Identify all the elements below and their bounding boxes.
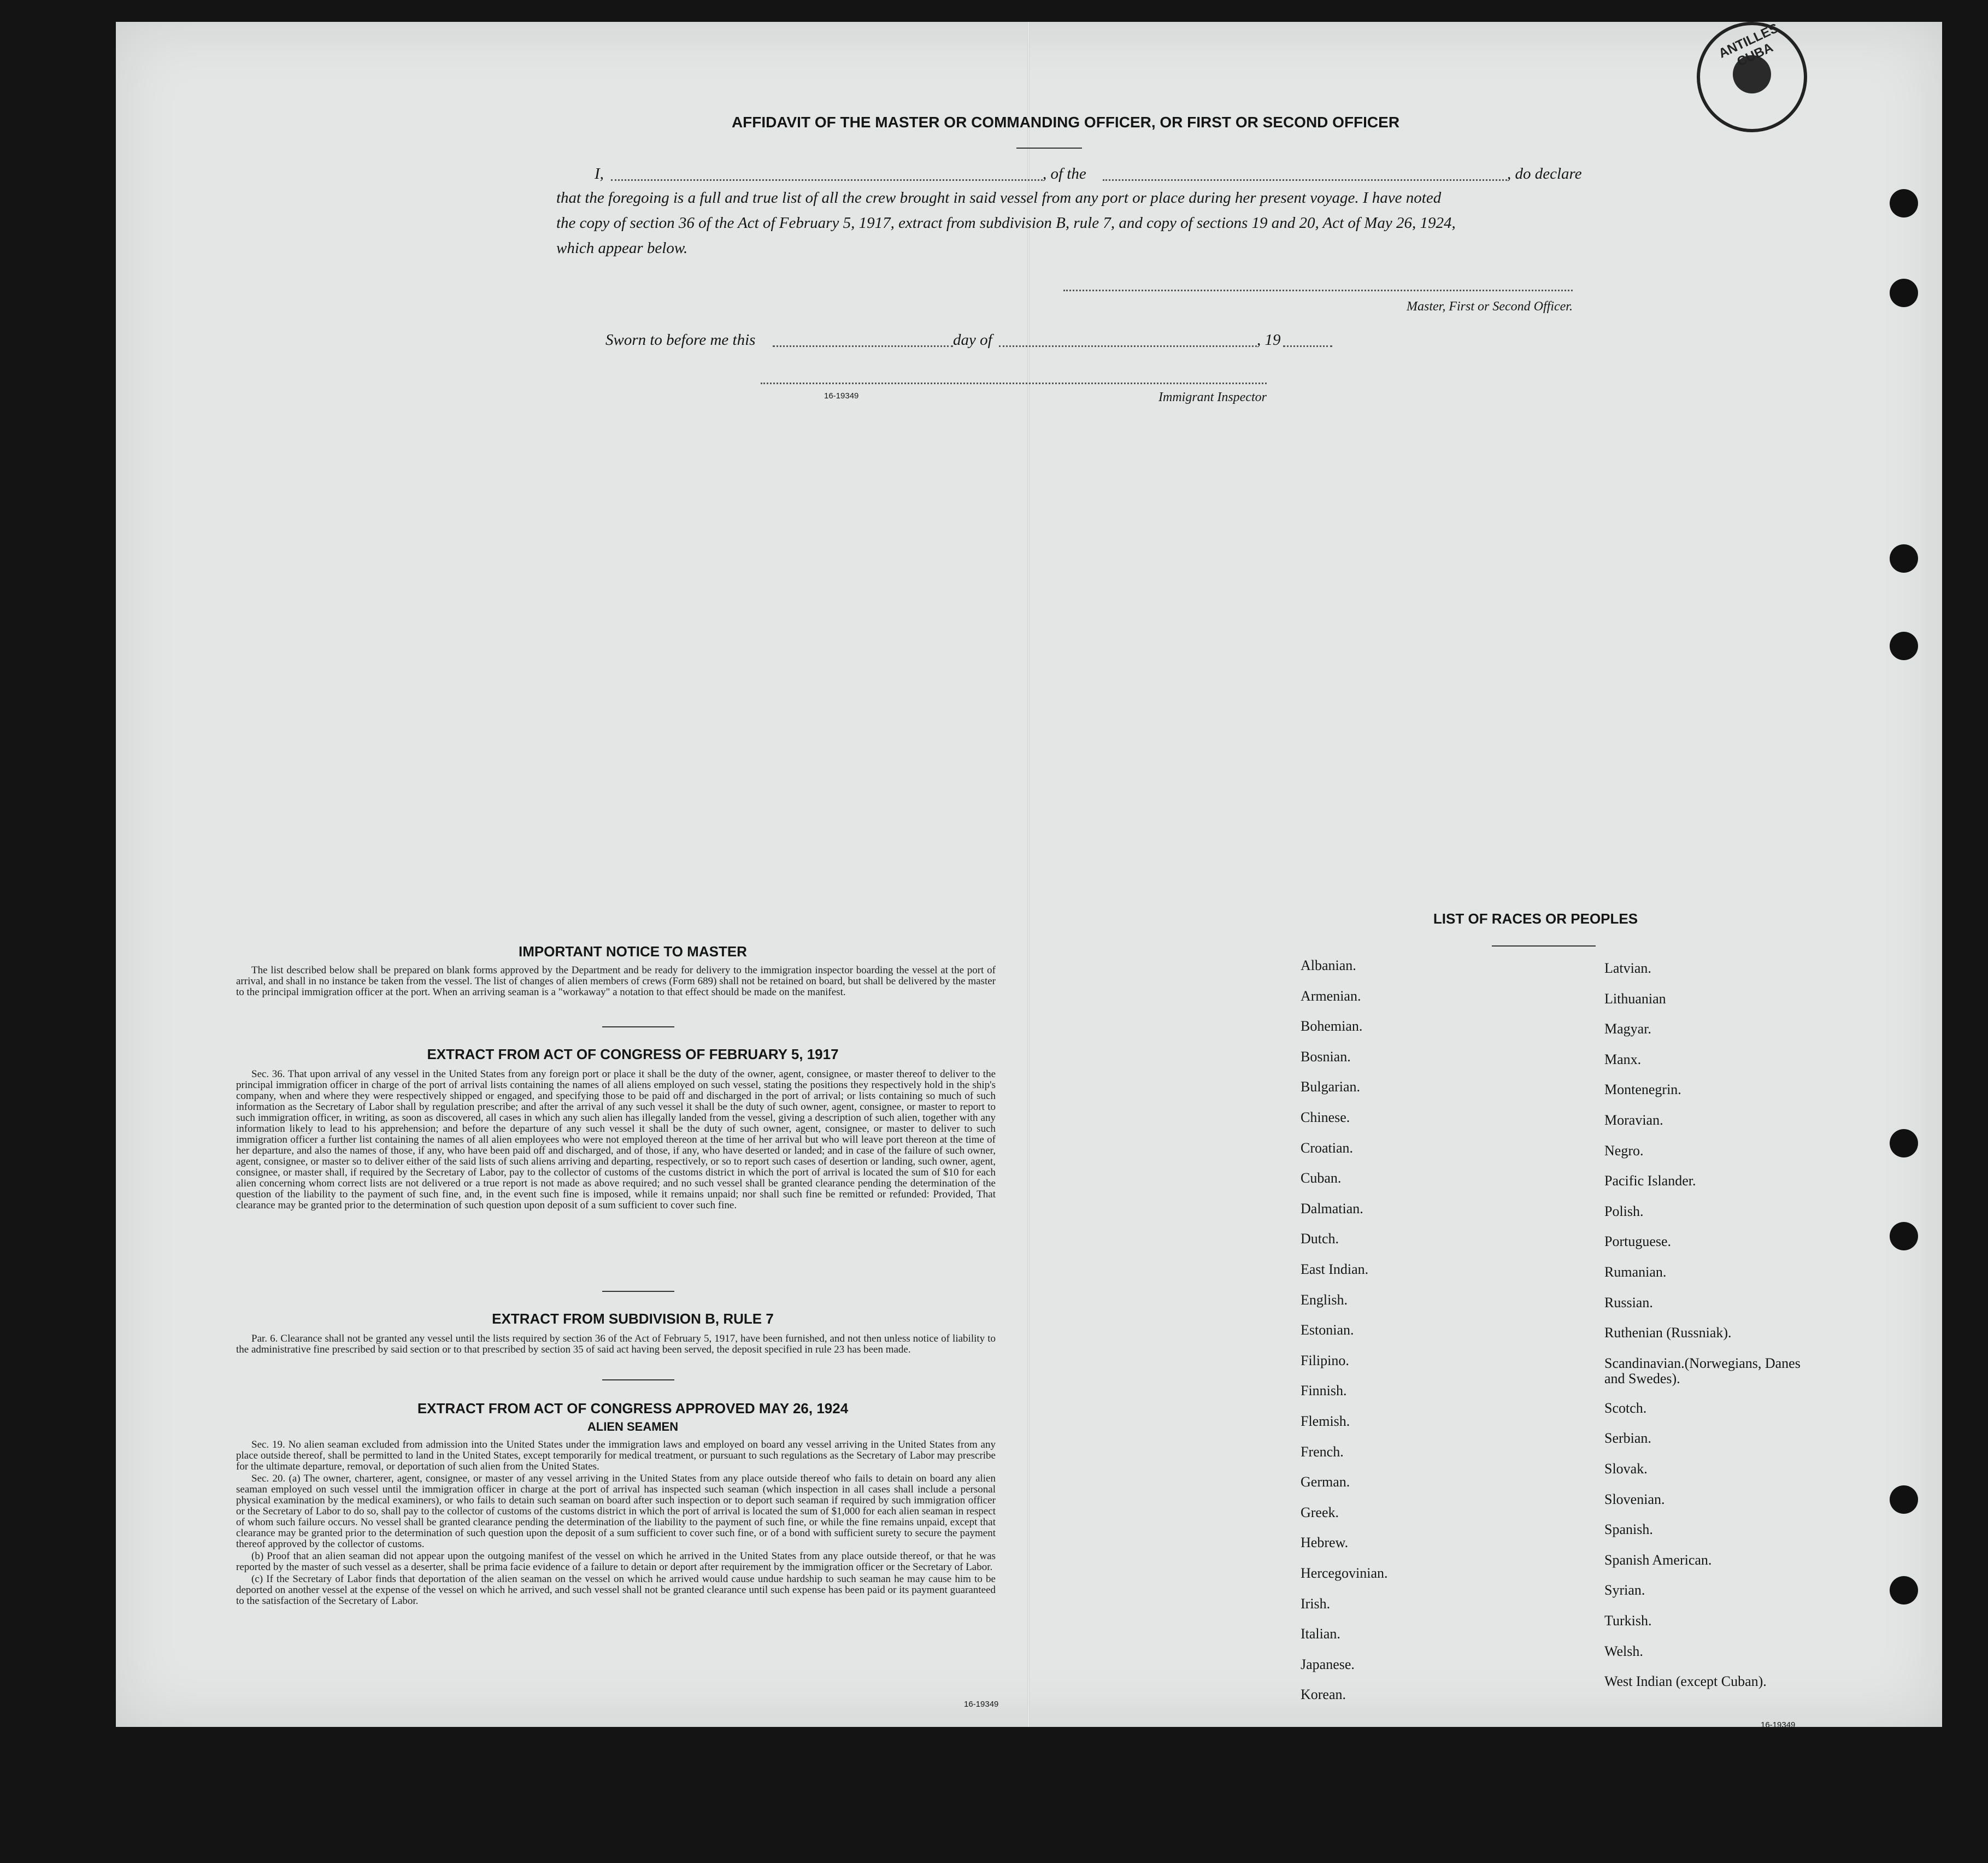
divider [602,1379,674,1380]
race-item: Manx. [1604,1051,1642,1067]
punch-hole [1890,189,1918,218]
section-36-paragraph: Sec. 36. That upon arrival of any vessel in the United States from any foreign port or place it shall be the duty of the owner, agent, consignee, or master thereof to deliver to the principal immigration officer in charge of the port of arrival lists containing the names of all aliens employed on such vessel, stating the positions they respectively hold in the ship's company, when and where they were respectively shipped or engaged, and specifying those to be paid off and discharged in the port of arrival; or lists containing so much of such information as the Secretary of Labor shall by regulation prescribe; and after the arrival of any such vessel it shall be the duty of such owner, agent, consignee, or master to report to such immigration officer, in writing, as soon as discovered, all cases in which any such alien has illegally landed from the vessel, giving a description of such alien, together with any information likely to lead to his apprehension; and before the departure of any such vessel it shall be the duty of such owner, agent, consignee, or master to deliver to such immigration officer a further list containing the names of all alien employees who were not employed thereon at the time of her arrival but who will leave port thereon at the time of her departure, and also the names of those, if any, who have been paid off and discharged, and of those, if any, who have deserted or landed; and in case of the failure of such owner, agent, consignee, or master so to deliver either of the said lists of such aliens arriving and departing, respectively, or so to report such cases of desertion or landing, such owner, agent, consignee, or master shall, if required by the Secretary of Labor, pay to the collector of customs of the customs district in which the port of arrival is located the sum of $10 for each alien concerning whom correct lists are not delivered or a true report is not made as above required; and no such vessel shall be granted clearance pending the determination of the question of the liability to the payment of such fine, and, in the event such fine is imposed, while it remains unpaid; nor shall such fine be remitted or refunded: Provided, That clearance may be granted prior to the determination of such question upon deposit of a sum sufficient to cover such fine. [236,1068,996,1211]
race-item: Dalmatian. [1301,1200,1363,1216]
form-number: 16-19349 [824,391,859,401]
punch-hole [1890,1222,1918,1250]
race-item: Slovenian. [1604,1491,1665,1507]
race-item: Lithuanian [1604,990,1666,1007]
extract-1924-title: EXTRACT FROM ACT OF CONGRESS APPROVED MAY 26, 1924 [417,1400,849,1417]
sworn-month-field[interactable] [999,345,1257,347]
race-item: Rumanian. [1604,1264,1667,1280]
paragraph-6: Par. 6. Clearance shall not be granted any vessel until the lists required by section 36 of the Act of February 5, 1917, have been furnished, and not then unless notice of liability to the administrative fine prescribed by said section or to that prescribed by section 35 of said act having been served, the deposit specified in rule 23 has been made. [236,1333,996,1355]
race-item: Bulgarian. [1301,1079,1361,1095]
race-item: Italian. [1301,1626,1340,1642]
race-item: Korean. [1301,1686,1346,1703]
race-item: Armenian. [1301,988,1361,1004]
race-item: Ruthenian (Russniak). [1604,1325,1732,1341]
race-item: Irish. [1301,1595,1331,1612]
race-item: Turkish. [1604,1613,1652,1629]
divider [602,1291,674,1292]
race-item: Syrian. [1604,1582,1645,1598]
affidavit-title: AFFIDAVIT OF THE MASTER OR COMMANDING OFFICER, OR FIRST OR SECOND OFFICER [731,114,1400,131]
section-19-paragraph: Sec. 19. No alien seaman excluded from admission into the United States under the immigration laws and employed on board any vessel arriving in the United States from any place outside thereof, shall be permitted to land in the United States, except temporarily for medical treatment, or pursuant to such regulations as the Secretary of Labor may prescribe for the ultimate departure, removal, or deportation of such alien from the United States. [236,1439,996,1472]
race-item: Estonian. [1301,1322,1354,1338]
extract-1917-text [236,1069,996,1212]
official-stamp [1697,22,1807,132]
punch-hole [1890,544,1918,573]
race-item: Croatian. [1301,1139,1354,1156]
vessel-of-label: , of the [1043,165,1086,183]
center-fold [1027,22,1030,1727]
race-item: Moravian. [1604,1112,1663,1128]
alien-seamen-subtitle: ALIEN SEAMEN [587,1420,679,1433]
race-item: Dutch. [1301,1231,1339,1247]
extract-rule7-text [236,1333,996,1356]
declare-label: , do declare [1507,165,1582,183]
notice-paragraph: The list described below shall be prepared on blank forms approved by the Department and be ready for delivery to the immigration inspector boarding the vessel at the port of arrival, and shall in no instance be taken from the vessel. The list of changes of alien members of crews (Form 689) shall not be retained on board, but shall be delivered by the master to the principal immigration officer at the port. When an arriving seaman is a "workaway" a notation to that effect should be made on the manifest. [236,965,996,998]
sworn-day-field[interactable] [773,345,953,347]
sworn-year-field[interactable] [1283,345,1332,347]
form-number: 16-19349 [964,1700,999,1709]
section-20c-paragraph: (c) If the Secretary of Labor finds that deportation of the alien seaman on the vessel on which he arrived would cause undue hardship to such seaman he may cause him to be deported on another vessel at the expense of the vessel on which he arrived, and such vessel shall not be granted clearance until such expense has been paid or its payment guaranteed to the satisfaction of the Secretary of Labor. [236,1573,996,1607]
affidavit-text-2: that the foregoing is a full and true list of all the crew brought in said vessel from any port or place during her present voyage. I have noted [556,189,1442,207]
notice-title: IMPORTANT NOTICE TO MASTER [519,943,747,960]
master-signature-label: Master, First or Second Officer. [1407,299,1573,314]
race-item: Bosnian. [1301,1048,1351,1065]
race-item: Welsh. [1604,1643,1643,1659]
race-item: Russian. [1604,1294,1653,1310]
inspector-signature-label: Immigrant Inspector [1158,390,1267,404]
declarant-label: I, [595,165,604,183]
race-item: Japanese. [1301,1656,1355,1672]
race-item: Filipino. [1301,1352,1349,1368]
race-item: Chinese. [1301,1109,1350,1125]
race-item: Pacific Islander. [1604,1173,1696,1189]
race-item: Spanish American. [1604,1551,1712,1568]
race-item: Negro. [1604,1142,1644,1159]
affidavit-text-4: which appear below. [556,239,688,257]
year-label: , 19 [1257,331,1281,349]
punch-hole [1890,1576,1918,1605]
race-item: Spanish. [1604,1521,1653,1538]
race-item: Scandinavian.(Norwegians, Danes and Swedes). [1604,1355,1801,1386]
vessel-name-field[interactable] [1103,179,1507,181]
race-item: Serbian. [1604,1430,1651,1447]
declarant-name-field[interactable] [611,179,1043,181]
notice-text [236,965,996,999]
punch-hole [1890,279,1918,307]
race-item: Cuban. [1301,1170,1342,1186]
race-item: Finnish. [1301,1383,1347,1399]
punch-hole [1890,1129,1918,1157]
form-number: 16-19349 [1761,1720,1796,1730]
races-title: LIST OF RACES OR PEOPLES [1433,910,1638,927]
race-item: Bohemian. [1301,1018,1363,1035]
race-item: English. [1301,1291,1348,1308]
race-item: Hebrew. [1301,1535,1349,1551]
affidavit-text-3: the copy of section 36 of the Act of February 5, 1917, extract from subdivision B, rule 7, and copy of sections 19 and 20, Act of May 26, 1924, [556,214,1456,232]
race-item: East Indian. [1301,1261,1369,1277]
race-item: Montenegrin. [1604,1082,1681,1098]
sworn-label: Sworn to before me this [605,331,756,349]
divider [1492,945,1596,947]
day-of-label: day of [953,331,992,349]
punch-hole [1890,1485,1918,1514]
master-signature-field[interactable] [1063,290,1573,291]
race-item: Portuguese. [1604,1233,1672,1250]
section-20a-paragraph: Sec. 20. (a) The owner, charterer, agent, consignee, or master of any vessel arriving in the United States from any place outside thereof who fails to detain on board any alien seaman employed on such vessel until the immigration officer in charge at the port of arrival has inspected such seaman (which inspection in all cases shall include a personal physical examination by the medical examiners), or who fails to detain such seaman on board after such inspection or to deport such seaman if required by such immigration officer or the Secretary of Labor to do so, shall pay to the collector of customs of the customs district in which the port of arrival is located the sum of $1,000 for each alien seaman in respect of whom such failure occurs. No vessel shall be granted clearance pending the determination of the liability to the payment of such fine, or while the fine remains unpaid, except that clearance may be granted prior to the determination of such question upon the deposit of a sum sufficient to cover such fine, or of a bond with sufficient surety to secure the payment thereof approved by the collector of customs. [236,1473,996,1550]
punch-hole [1890,632,1918,660]
race-item: West Indian (except Cuban). [1604,1673,1767,1690]
extract-rule7-title: EXTRACT FROM SUBDIVISION B, RULE 7 [492,1310,774,1327]
race-item: Latvian. [1604,960,1651,976]
race-item: German. [1301,1474,1350,1490]
extract-1917-title: EXTRACT FROM ACT OF CONGRESS OF FEBRUARY 5, 1917 [427,1046,839,1062]
race-item: Magyar. [1604,1021,1651,1037]
race-item: Flemish. [1301,1413,1350,1429]
divider [1016,148,1082,149]
extract-1924-text [236,1439,996,1608]
stamp-text: ANTILLES CUBA [1716,20,1781,70]
section-20b-paragraph: (b) Proof that an alien seaman did not appear upon the outgoing manifest of the vessel on which he arrived in the United States from any place outside thereof, or that he was reported by the master of such vessel as a deserter, shall be prima facie evidence of a failure to detain or deport after requirement by the immigration officer or the Secretary of Labor. [236,1550,996,1573]
race-item: Slovak. [1604,1461,1648,1477]
inspector-signature-field[interactable] [761,383,1267,384]
race-item: Hercegovinian. [1301,1565,1388,1581]
race-item: French. [1301,1443,1344,1460]
race-item: Greek. [1301,1504,1339,1520]
divider [602,1026,674,1027]
race-item: Polish. [1604,1203,1644,1219]
race-item: Albanian. [1301,957,1356,973]
race-item: Scotch. [1604,1400,1647,1416]
